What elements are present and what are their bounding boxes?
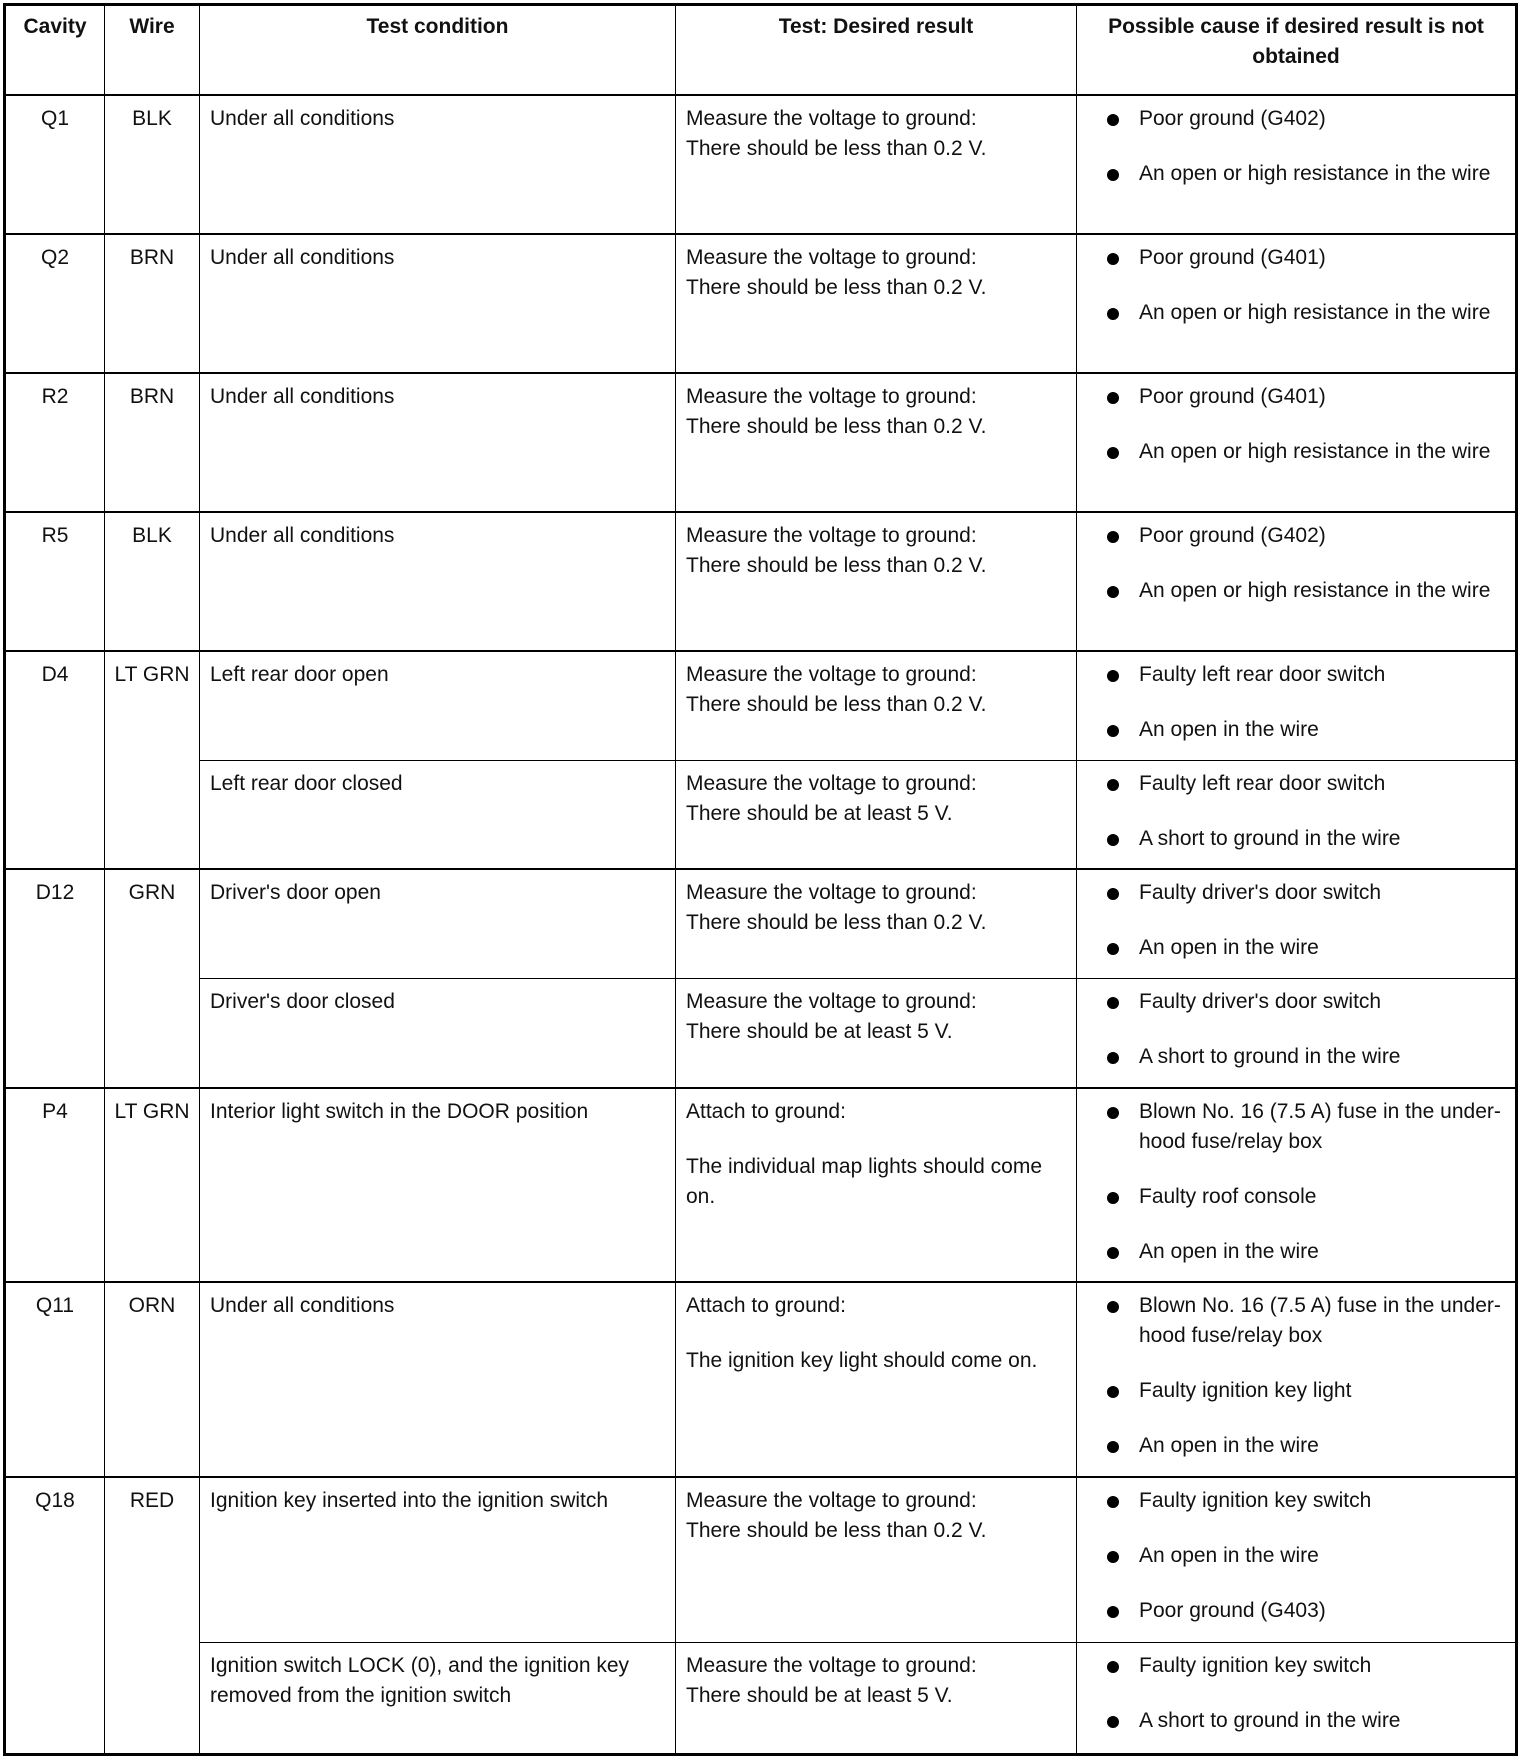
test-condition-cell: Driver's door closed bbox=[200, 979, 676, 1088]
bullet-icon bbox=[1107, 943, 1119, 955]
result-text: Attach to ground: bbox=[686, 1099, 846, 1123]
result-text: Measure the voltage to ground: There should be less than 0.2 V. bbox=[686, 523, 987, 577]
result-text: Attach to ground: bbox=[686, 1293, 846, 1317]
bullet-icon bbox=[1107, 586, 1119, 598]
wire-cell: BRN bbox=[105, 234, 200, 373]
bullet-icon bbox=[1107, 1496, 1119, 1508]
bullet-icon bbox=[1107, 1661, 1119, 1673]
result-text: Measure the voltage to ground: There should be less than 0.2 V. bbox=[686, 106, 987, 160]
bullet-icon bbox=[1107, 670, 1119, 682]
cause-item bbox=[1087, 1706, 1505, 1736]
wire-cell: ORN bbox=[105, 1282, 200, 1477]
cavity-cell: Q18 bbox=[5, 1477, 105, 1755]
table-row bbox=[5, 1088, 1517, 1282]
possible-cause-cell bbox=[1077, 234, 1517, 373]
test-condition-cell: Interior light switch in the DOOR position bbox=[200, 1088, 676, 1282]
cause-list bbox=[1087, 987, 1505, 1072]
bullet-icon bbox=[1107, 169, 1119, 181]
desired-result-cell bbox=[676, 1282, 1077, 1477]
cause-text: An open or high resistance in the wire bbox=[1139, 161, 1491, 185]
cause-item bbox=[1087, 104, 1505, 134]
result-text: Measure the voltage to ground: There should be less than 0.2 V. bbox=[686, 880, 987, 934]
cause-text: Faulty ignition key switch bbox=[1139, 1488, 1372, 1512]
bullet-icon bbox=[1107, 1441, 1119, 1453]
table-row bbox=[5, 234, 1517, 373]
cause-list bbox=[1087, 769, 1505, 854]
cause-item bbox=[1087, 715, 1505, 745]
cause-item bbox=[1087, 1291, 1505, 1351]
header-test-condition: Test condition bbox=[200, 5, 676, 95]
test-condition-cell: Driver's door open bbox=[200, 869, 676, 979]
header-row bbox=[5, 5, 1517, 95]
cause-text: Faulty ignition key light bbox=[1139, 1378, 1352, 1402]
header-wire: Wire bbox=[105, 5, 200, 95]
cause-item bbox=[1087, 1541, 1505, 1571]
cause-list bbox=[1087, 1291, 1505, 1461]
result-text: Measure the voltage to ground: There should be less than 0.2 V. bbox=[686, 662, 987, 716]
cause-item bbox=[1087, 987, 1505, 1017]
cavity-cell: Q2 bbox=[5, 234, 105, 373]
possible-cause-cell bbox=[1077, 651, 1517, 761]
cause-item bbox=[1087, 1097, 1505, 1157]
possible-cause-cell bbox=[1077, 512, 1517, 651]
cavity-cell: Q11 bbox=[5, 1282, 105, 1477]
cause-text: An open in the wire bbox=[1139, 1239, 1319, 1263]
cause-item bbox=[1087, 824, 1505, 854]
header-cavity: Cavity bbox=[5, 5, 105, 95]
cause-item bbox=[1087, 1431, 1505, 1461]
cause-text: Poor ground (G401) bbox=[1139, 384, 1326, 408]
cause-text: Blown No. 16 (7.5 A) fuse in the under-hood fuse/relay box bbox=[1139, 1293, 1501, 1347]
possible-cause-cell bbox=[1077, 1643, 1517, 1755]
bullet-icon bbox=[1107, 997, 1119, 1009]
cause-item bbox=[1087, 933, 1505, 963]
bullet-icon bbox=[1107, 1301, 1119, 1313]
result-text: Measure the voltage to ground: There should be less than 0.2 V. bbox=[686, 1488, 987, 1542]
cause-text: Poor ground (G402) bbox=[1139, 106, 1326, 130]
bullet-icon bbox=[1107, 1606, 1119, 1618]
bullet-icon bbox=[1107, 308, 1119, 320]
result-text: Measure the voltage to ground: There should be less than 0.2 V. bbox=[686, 384, 987, 438]
cavity-cell: R5 bbox=[5, 512, 105, 651]
cause-list bbox=[1087, 878, 1505, 963]
connector-test-table bbox=[3, 3, 1518, 1756]
cause-item bbox=[1087, 769, 1505, 799]
possible-cause-cell bbox=[1077, 761, 1517, 869]
cause-text: Blown No. 16 (7.5 A) fuse in the under-hood fuse/relay box bbox=[1139, 1099, 1501, 1153]
cause-item bbox=[1087, 1042, 1505, 1072]
cause-item bbox=[1087, 382, 1505, 412]
cavity-cell: D12 bbox=[5, 869, 105, 1088]
cause-text: A short to ground in the wire bbox=[1139, 827, 1401, 850]
bullet-icon bbox=[1107, 1551, 1119, 1563]
table-row bbox=[5, 979, 1517, 1088]
cause-item bbox=[1087, 521, 1505, 551]
bullet-icon bbox=[1107, 888, 1119, 900]
wire-cell: LT GRN bbox=[105, 1088, 200, 1282]
result-text: Measure the voltage to ground: There should be at least 5 V. bbox=[686, 772, 977, 825]
possible-cause-cell bbox=[1077, 979, 1517, 1088]
test-condition-cell: Under all conditions bbox=[200, 1282, 676, 1477]
desired-result-cell bbox=[676, 1643, 1077, 1755]
cause-list bbox=[1087, 382, 1505, 467]
result-text: Measure the voltage to ground: There should be less than 0.2 V. bbox=[686, 245, 987, 299]
cause-text: An open in the wire bbox=[1139, 935, 1319, 959]
possible-cause-cell bbox=[1077, 1282, 1517, 1477]
bullet-icon bbox=[1107, 253, 1119, 265]
test-condition-cell: Under all conditions bbox=[200, 512, 676, 651]
cavity-cell: Q1 bbox=[5, 95, 105, 234]
cause-text: An open or high resistance in the wire bbox=[1139, 300, 1491, 324]
cause-text: An open in the wire bbox=[1139, 717, 1319, 741]
cause-item bbox=[1087, 1182, 1505, 1212]
possible-cause-cell bbox=[1077, 1477, 1517, 1643]
desired-result-cell bbox=[676, 651, 1077, 761]
cause-list bbox=[1087, 1651, 1505, 1736]
test-condition-cell: Left rear door closed bbox=[200, 761, 676, 869]
cause-text: Poor ground (G403) bbox=[1139, 1598, 1326, 1622]
wire-cell: RED bbox=[105, 1477, 200, 1755]
cause-list bbox=[1087, 243, 1505, 328]
result-text: The ignition key light should come on. bbox=[686, 1348, 1038, 1372]
bullet-icon bbox=[1107, 779, 1119, 791]
result-text: Measure the voltage to ground: There should be at least 5 V. bbox=[686, 990, 977, 1043]
header-desired-result: Test: Desired result bbox=[676, 5, 1077, 95]
desired-result-cell bbox=[676, 869, 1077, 979]
cause-item bbox=[1087, 159, 1505, 189]
bullet-icon bbox=[1107, 1386, 1119, 1398]
cause-item bbox=[1087, 1376, 1505, 1406]
cause-item bbox=[1087, 1651, 1505, 1681]
table-row bbox=[5, 651, 1517, 761]
possible-cause-cell bbox=[1077, 95, 1517, 234]
cause-text: Faulty roof console bbox=[1139, 1184, 1317, 1208]
possible-cause-cell bbox=[1077, 373, 1517, 512]
cause-item bbox=[1087, 243, 1505, 273]
cause-item bbox=[1087, 878, 1505, 908]
cause-text: Faulty left rear door switch bbox=[1139, 662, 1386, 686]
table-row bbox=[5, 761, 1517, 869]
bullet-icon bbox=[1107, 114, 1119, 126]
bullet-icon bbox=[1107, 1247, 1119, 1259]
desired-result-cell bbox=[676, 512, 1077, 651]
cause-text: An open or high resistance in the wire bbox=[1139, 578, 1491, 602]
wire-cell: BLK bbox=[105, 95, 200, 234]
cause-text: A short to ground in the wire bbox=[1139, 1709, 1401, 1732]
cause-text: Faulty driver's door switch bbox=[1139, 880, 1382, 904]
desired-result-cell bbox=[676, 373, 1077, 512]
cause-item bbox=[1087, 576, 1505, 606]
test-condition-cell: Ignition key inserted into the ignition switch bbox=[200, 1477, 676, 1643]
cause-text: Faulty driver's door switch bbox=[1139, 990, 1382, 1013]
header-possible-cause: Possible cause if desired result is not obtained bbox=[1077, 5, 1517, 95]
desired-result-cell bbox=[676, 1477, 1077, 1643]
cause-item bbox=[1087, 298, 1505, 328]
table-row bbox=[5, 1477, 1517, 1643]
possible-cause-cell bbox=[1077, 869, 1517, 979]
desired-result-cell bbox=[676, 234, 1077, 373]
table-row bbox=[5, 869, 1517, 979]
possible-cause-cell bbox=[1077, 1088, 1517, 1282]
bullet-icon bbox=[1107, 1052, 1119, 1064]
bullet-icon bbox=[1107, 531, 1119, 543]
test-condition-cell: Under all conditions bbox=[200, 95, 676, 234]
wire-cell: GRN bbox=[105, 869, 200, 1088]
cause-text: Poor ground (G401) bbox=[1139, 245, 1326, 269]
cause-item bbox=[1087, 1486, 1505, 1516]
wire-cell: BLK bbox=[105, 512, 200, 651]
desired-result-cell bbox=[676, 1088, 1077, 1282]
cause-list bbox=[1087, 1097, 1505, 1267]
desired-result-cell bbox=[676, 979, 1077, 1088]
cause-list bbox=[1087, 521, 1505, 606]
table-row bbox=[5, 373, 1517, 512]
cause-text: Faulty left rear door switch bbox=[1139, 772, 1386, 795]
cause-text: An open in the wire bbox=[1139, 1543, 1319, 1567]
bullet-icon bbox=[1107, 1716, 1119, 1728]
cause-list bbox=[1087, 104, 1505, 189]
wire-cell: LT GRN bbox=[105, 651, 200, 869]
cavity-cell: D4 bbox=[5, 651, 105, 869]
table-row bbox=[5, 512, 1517, 651]
desired-result-cell bbox=[676, 761, 1077, 869]
result-text: Measure the voltage to ground: There should be at least 5 V. bbox=[686, 1654, 977, 1707]
bullet-icon bbox=[1107, 1192, 1119, 1204]
bullet-icon bbox=[1107, 392, 1119, 404]
cause-text: Poor ground (G402) bbox=[1139, 523, 1326, 547]
test-condition-cell: Under all conditions bbox=[200, 373, 676, 512]
cavity-cell: P4 bbox=[5, 1088, 105, 1282]
cause-item bbox=[1087, 660, 1505, 690]
test-condition-cell: Under all conditions bbox=[200, 234, 676, 373]
result-text: The individual map lights should come on. bbox=[686, 1154, 1043, 1208]
table-row bbox=[5, 1643, 1517, 1755]
table-row bbox=[5, 1282, 1517, 1477]
desired-result-cell bbox=[676, 95, 1077, 234]
cause-list bbox=[1087, 1486, 1505, 1626]
cause-list bbox=[1087, 660, 1505, 745]
cause-text: Faulty ignition key switch bbox=[1139, 1654, 1372, 1677]
test-condition-cell: Left rear door open bbox=[200, 651, 676, 761]
wire-cell: BRN bbox=[105, 373, 200, 512]
cause-text: A short to ground in the wire bbox=[1139, 1045, 1401, 1068]
cause-item bbox=[1087, 1237, 1505, 1267]
table-row bbox=[5, 95, 1517, 234]
cause-text: An open or high resistance in the wire bbox=[1139, 439, 1491, 463]
bullet-icon bbox=[1107, 447, 1119, 459]
bullet-icon bbox=[1107, 834, 1119, 846]
bullet-icon bbox=[1107, 725, 1119, 737]
cause-item bbox=[1087, 1596, 1505, 1626]
cause-item bbox=[1087, 437, 1505, 467]
cavity-cell: R2 bbox=[5, 373, 105, 512]
bullet-icon bbox=[1107, 1107, 1119, 1119]
test-condition-cell: Ignition switch LOCK (0), and the ignition key removed from the ignition switch bbox=[200, 1643, 676, 1755]
cause-text: An open in the wire bbox=[1139, 1433, 1319, 1457]
